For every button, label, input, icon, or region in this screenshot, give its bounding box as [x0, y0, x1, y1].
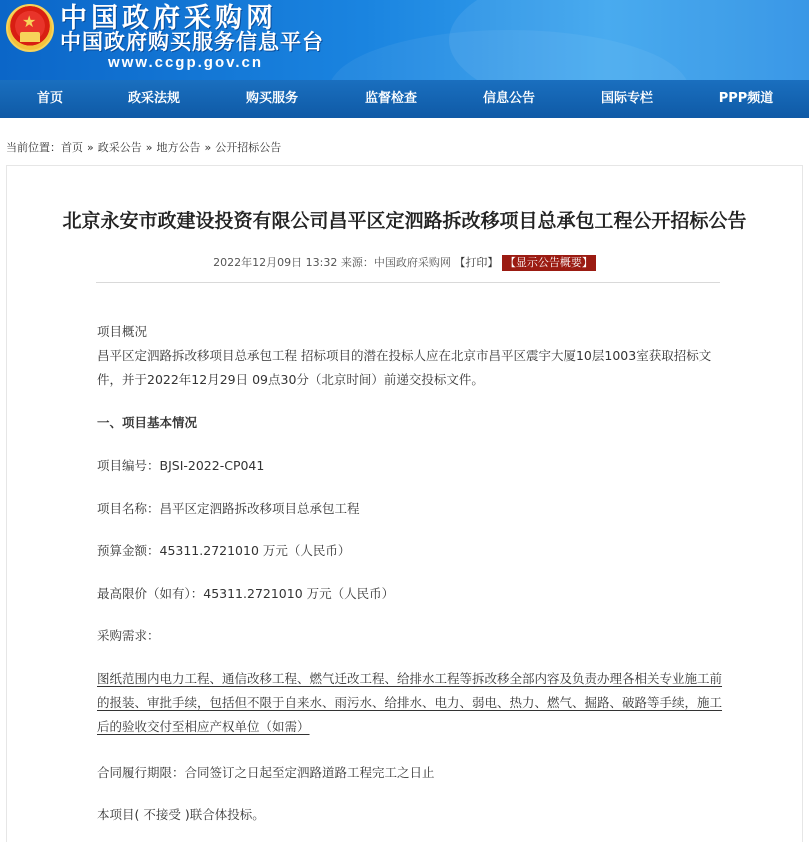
- consortium-bidding: 本项目( 不接受 )联合体投标。: [97, 807, 265, 822]
- project-number: 项目编号：BJSI-2022-CP041: [97, 458, 265, 473]
- show-summary-button[interactable]: 【显示公告概要】: [502, 255, 596, 271]
- article-title: 北京永安市政建设投资有限公司昌平区定泗路拆改移项目总承包工程公开招标公告: [62, 210, 747, 232]
- nav-item-ppp[interactable]: PPP频道: [718, 91, 774, 106]
- breadcrumb-open-tender[interactable]: 公开招标公告: [215, 141, 282, 154]
- breadcrumb-procurement-announcements[interactable]: 政采公告: [97, 141, 142, 154]
- nav-item-international[interactable]: 国际专栏: [600, 91, 653, 106]
- site-header: [0, 0, 809, 80]
- breadcrumb-local-announcements[interactable]: 地方公告: [156, 141, 201, 154]
- section-basic-info-heading: 一、项目基本情况: [97, 415, 198, 430]
- site-url: www.ccgp.gov.cn: [108, 54, 264, 71]
- print-button[interactable]: 【打印】: [454, 256, 499, 269]
- requirement-label: 采购需求：: [97, 628, 160, 643]
- requirement-text-content: 图纸范围内电力工程、通信改移工程、燃气迁改工程、给排水工程等拆改移全部内容及负责办理各相关专业施工前的报装、审批手续，包括但不限于自来水、雨污水、给排水、电力、弱电、热力、燃气、掘路、破路等手续，施工后的验收交付至相应产权单位（如需）: [97, 671, 723, 734]
- site-subtitle: 中国政府购买服务信息平台: [60, 30, 324, 54]
- overview-text: 昌平区定泗路拆改移项目总承包工程 招标项目的潜在投标人应在北京市昌平区震宇大厦10层1003室获取招标文件，并于2022年12月29日 09点30分（北京时间）前递交投标文件。: [97, 348, 712, 387]
- nav-item-purchase-services[interactable]: 购买服务: [245, 91, 298, 106]
- breadcrumb-separator: »: [87, 141, 94, 154]
- requirement-text: [97, 667, 727, 739]
- breadcrumb-home[interactable]: 首页: [61, 141, 83, 154]
- nav-item-supervision[interactable]: 监督检查: [364, 91, 417, 106]
- source-label: 来源：: [340, 256, 374, 269]
- source-name: 中国政府采购网: [373, 256, 451, 269]
- breadcrumb-separator: »: [204, 141, 212, 154]
- breadcrumb: [6, 140, 281, 156]
- site-title[interactable]: 中国政府采购网: [60, 3, 277, 34]
- max-price: 最高限价（如有）：45311.2721010 万元（人民币）: [97, 586, 395, 601]
- article-meta: [0, 254, 809, 272]
- nav-item-regulations[interactable]: 政采法规: [127, 91, 180, 106]
- nav-item-home[interactable]: 首页: [36, 91, 63, 106]
- contract-period: 合同履行期限：合同签订之日起至定泗路道路工程完工之日止: [97, 765, 435, 780]
- overview-heading: 项目概况: [97, 324, 148, 339]
- title-divider: [96, 282, 720, 283]
- project-name: 项目名称：昌平区定泗路拆改移项目总承包工程: [97, 501, 360, 516]
- national-emblem-icon: ★: [6, 4, 54, 52]
- main-nav: [0, 80, 809, 118]
- breadcrumb-prefix: 当前位置：: [6, 141, 61, 154]
- nav-item-announcements[interactable]: 信息公告: [482, 91, 535, 106]
- breadcrumb-separator: »: [145, 141, 153, 154]
- publish-datetime: 2022年12月09日 13:32: [213, 256, 338, 269]
- budget-amount: 预算金额：45311.2721010 万元（人民币）: [97, 543, 351, 558]
